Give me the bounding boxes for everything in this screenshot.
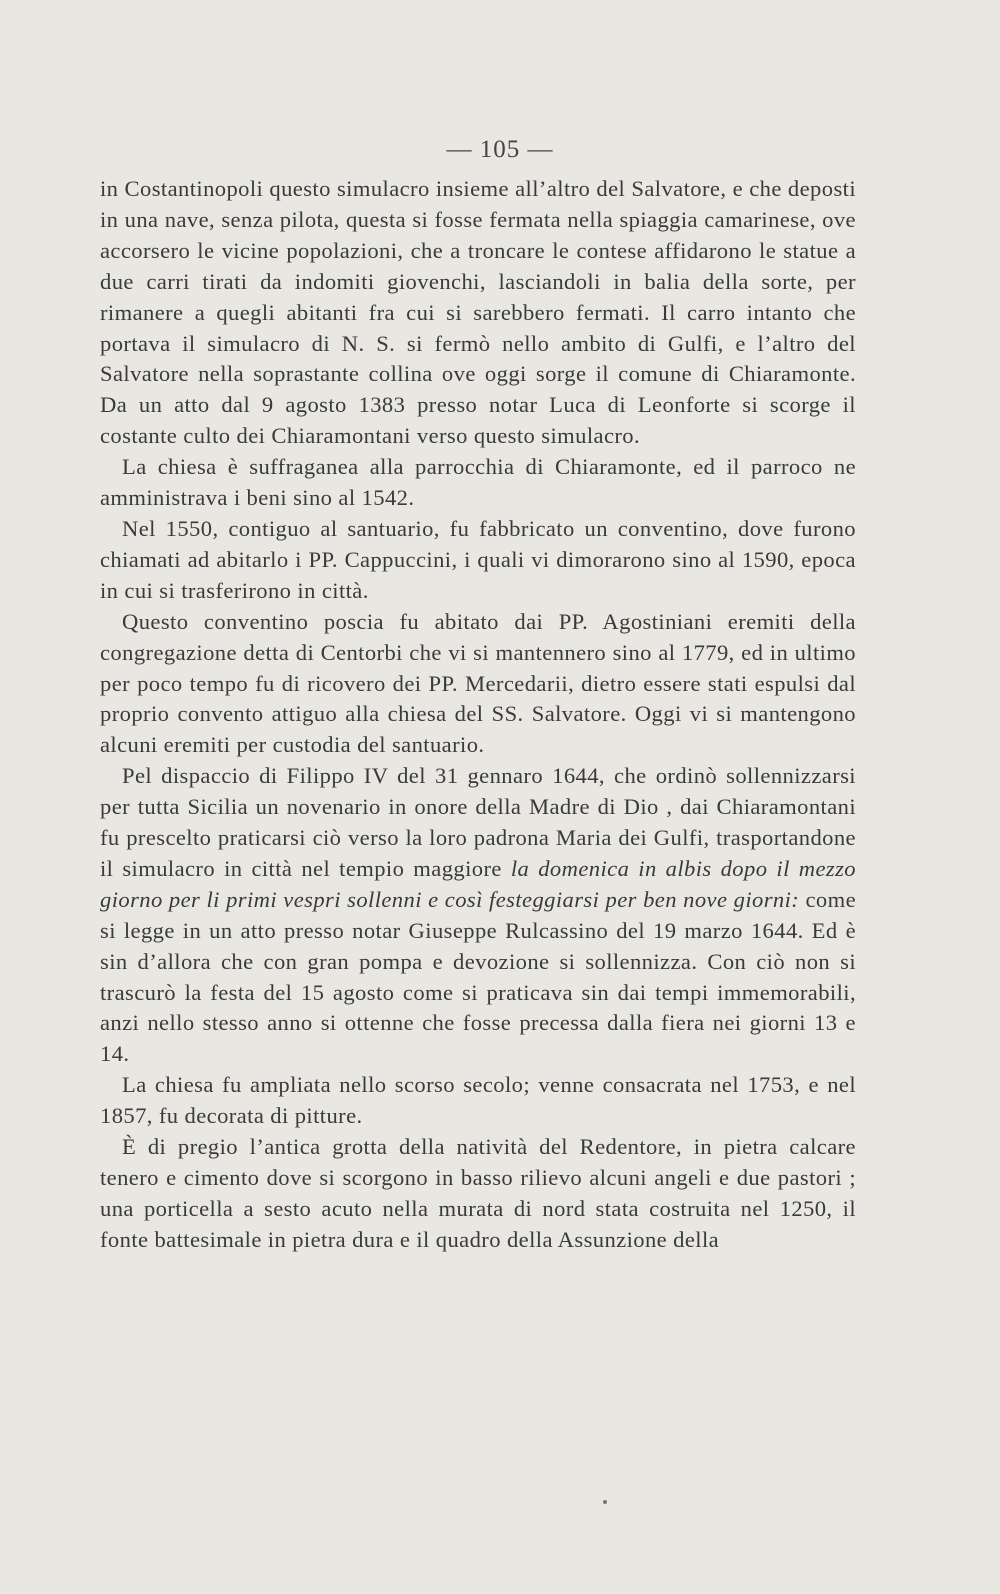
paragraph-5-text-after: come si legge in un atto presso notar Giuseppe Rulcassino del 19 marzo 1644. Ed è sin d’allora che con gran pompa e devozione si sollennizza. Con ciò non si trascurò la festa del 15 agosto come si praticava sin dai tempi immemorabili, anzi nello stesso anno si ottenne che fosse precessa dalla fiera nei giorni 13 e 14.: [100, 886, 856, 1067]
paragraph-4: Questo conventino poscia fu abitato dai PP. Agostiniani eremiti della congregazione detta di Centorbi che vi si mantennero sino al 1779, ed in ultimo per poco tempo fu di ricovero dei PP. Mercedarii, dietro essere stati espulsi dal proprio convento attiguo alla chiesa del SS. Salvatore. Oggi vi si mantengono alcuni eremiti per custodia del santuario.: [100, 608, 856, 758]
paragraph-5-text-before: Pel dispaccio di Filippo IV del 31 gennaro 1644, che ordinò sollennizzarsi per tutta Sicilia un novenario in onore della Madre di Dio , dai Chiaramontani fu prescelto praticarsi ciò verso la loro padrona Maria dei Gulfi, trasportandone il simulacro in città nel tempio maggiore: [100, 763, 856, 881]
paragraph-6: La chiesa fu ampliata nello scorso secolo; venne consacrata nel 1753, e nel 1857, fu decorata di pitture.: [100, 1072, 856, 1129]
paragraph-3: Nel 1550, contiguo al santuario, fu fabbricato un conventino, dove furono chiamati ad abitarlo i PP. Cappuccini, i quali vi dimorarono sino al 1590, epoca in cui si trasferirono in città.: [100, 515, 856, 603]
paragraph-1: in Costantinopoli questo simulacro insieme all’altro del Salvatore, e che deposti in una nave, senza pilota, questa si fosse fermata nella spiaggia camarinese, ove accorsero le vicine popolazioni, che a troncare le contese affidarono le statue a due carri tirati da indomiti giovenchi, lasciandoli in balia della sorte, per rimanere a quegli abitanti fra cui si sarebbero fermati. Il carro intanto che portava il simulacro di N. S. si fermò nello ambito di Gulfi, e l’altro del Salvatore nella soprastante collina ove oggi sorge il comune di Chiaramonte. Da un atto dal 9 agosto 1383 presso notar Luca di Leonforte si scorge il costante culto dei Chiaramontani verso questo simulacro.: [100, 176, 856, 449]
paragraph-2: La chiesa è suffraganea alla parrocchia di Chiaramonte, ed il parroco ne amministrava i beni sino al 1542.: [100, 454, 856, 511]
paragraph-7: È di pregio l’antica grotta della natività del Redentore, in pietra calcare tenero e cimento dove si scorgono in basso rilievo alcuni angeli e due pastori ; una porticella a sesto acuto nella murata di nord stata costruita nel 1250, il fonte battesimale in pietra dura e il quadro della Assunzione della: [100, 1134, 856, 1252]
page-number: — 105 —: [446, 136, 554, 163]
paragraph-5: [100, 761, 856, 1070]
ink-speck: [603, 1500, 607, 1504]
body-text: [100, 174, 856, 1256]
paragraph-5-quotation: la domenica in albis dopo il mezzo giorno per li primi vespri sollenni e così festeggiarsi per ben nove giorni:: [100, 855, 856, 912]
